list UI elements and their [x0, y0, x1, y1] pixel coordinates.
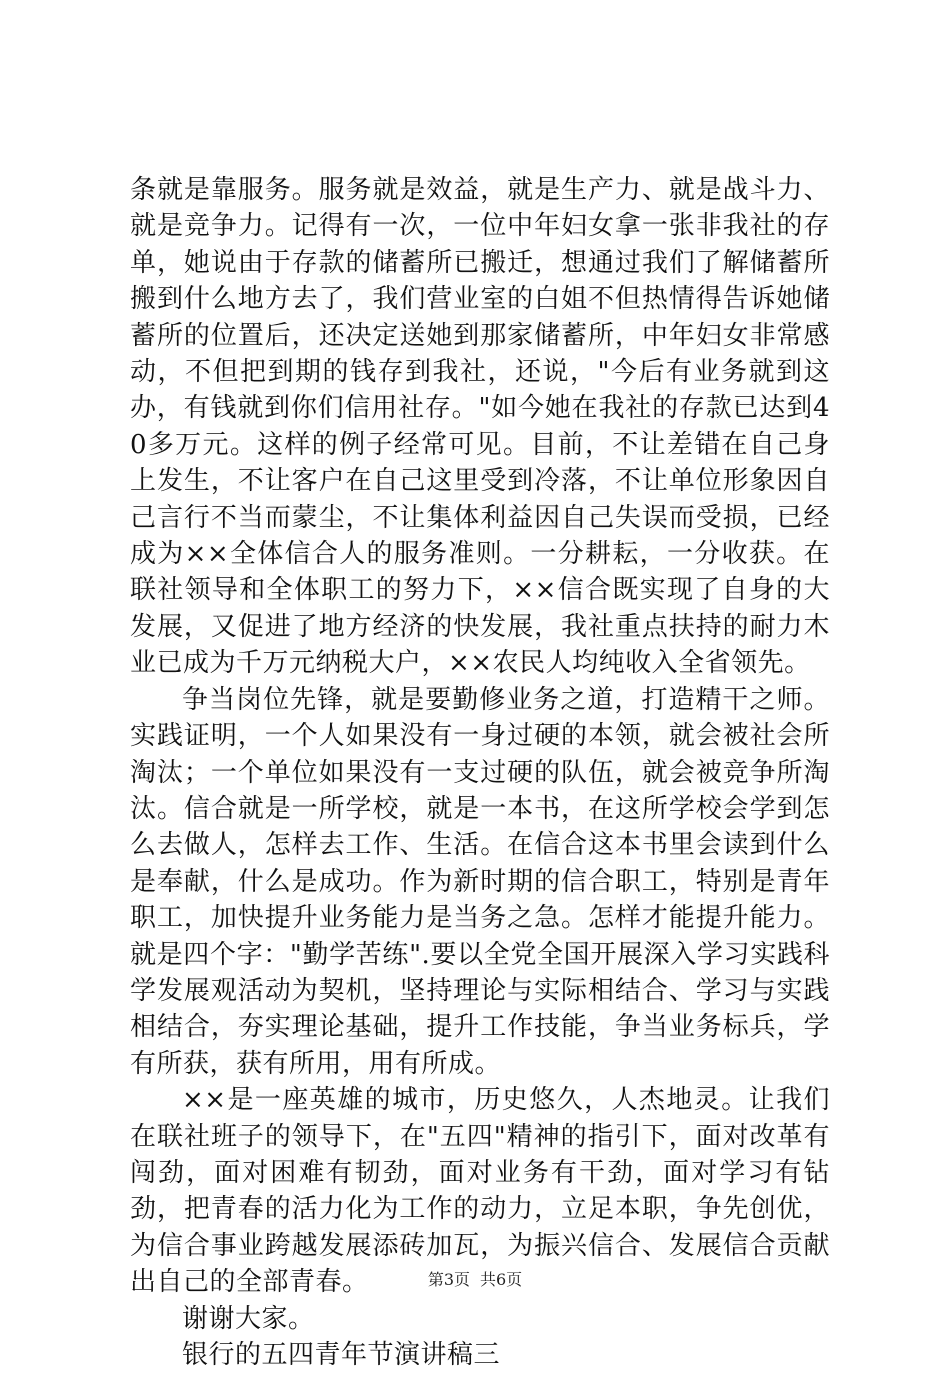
paragraph-thanks: 谢谢大家。 [182, 1303, 315, 1334]
paragraph-city-heroes: ××是一座英雄的城市，历史悠久，人杰地灵。让我们在联社班子的领导下，在"五四"精神的指引下，面对改革有闯劲，面对困难有韧劲，面对业务有干劲，面对学习有钻劲，把青春的活力化为工作的动力，立足本职，争先创优，为信合事业跨越发展添砖加瓦，为振兴信合、发展信合贡献出自己的全部青春。 [130, 1085, 830, 1298]
section-heading: 银行的五四青年节演讲稿三 [182, 1340, 501, 1370]
page-number: 第3页 [427, 1270, 470, 1289]
page-footer [0, 1270, 950, 1290]
paragraph-continuation: 条就是靠服务。服务就是效益，就是生产力、就是战斗力、就是竞争力。记得有一次，一位中年妇女拿一张非我社的存单，她说由于存款的储蓄所已搬迁，想通过我们了解储蓄所搬到什么地方去了，我们营业室的白姐不但热情得告诉她储蓄所的位置后，还决定送她到那家储蓄所，中年妇女非常感动，不但把到期的钱存到我社，还说，"今后有业务就到这办，有钱就到你们信用社存。"如今她在我社的存款已达到40多万元。这样的例子经常可见。目前，不让差错在自己身上发生，不让客户在自己这里受到冷落，不让单位形象因自己言行不当而蒙尘，不让集体利益因自己失误而受损，已经成为××全体信合人的服务准则。一分耕耘，一分收获。在联社领导和全体职工的努力下，××信合既实现了自身的大发展，又促进了地方经济的快发展，我社重点扶持的耐力木业已成为千万元纳税大户，××农民人均纯收入全省领先。 [130, 175, 830, 679]
paragraph-post-pioneer: 争当岗位先锋，就是要勤修业务之道，打造精干之师。实践证明，一个人如果没有一身过硬的本领，就会被社会所淘汰；一个单位如果没有一支过硬的队伍，就会被竞争所淘汰。信合就是一所学校，就是一本书，在这所学校会学到怎么去做人，怎样去工作、生活。在信合这本书里会读到什么是奉献，什么是成功。作为新时期的信合职工，特别是青年职工，加快提升业务能力是当务之急。怎样才能提升能力。就是四个字："勤学苦练".要以全党全国开展深入学习实践科学发展观活动为契机，坚持理论与实际相结合、学习与实践相结合，夯实理论基础，提升工作技能，争当业务标兵，学有所获，获有所用，用有所成。 [130, 684, 830, 1079]
document-body [130, 172, 830, 1373]
total-pages: 共6页 [480, 1270, 523, 1289]
